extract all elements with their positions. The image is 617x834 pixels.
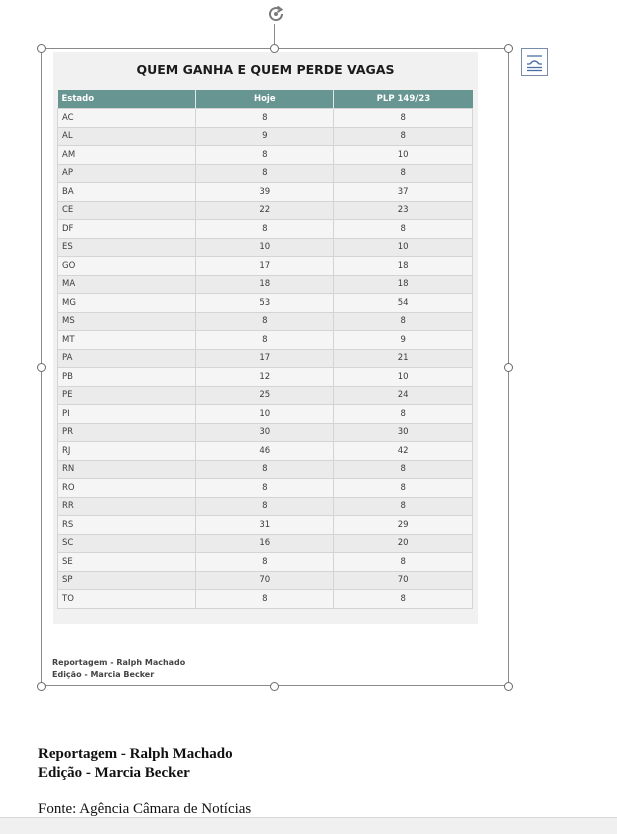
- cell-hoje: 22: [196, 201, 334, 220]
- table-row: [58, 442, 473, 461]
- cell-hoje: 8: [196, 164, 334, 183]
- cell-estado: SE: [58, 553, 196, 572]
- document-credit-editor: Edição - Marcia Becker: [38, 765, 190, 781]
- cell-hoje: 17: [196, 349, 334, 368]
- cell-plp: 8: [334, 127, 473, 146]
- cell-estado: AP: [58, 164, 196, 183]
- table-row: [58, 590, 473, 609]
- table-row: [58, 386, 473, 405]
- cell-estado: GO: [58, 257, 196, 276]
- cell-estado: PA: [58, 349, 196, 368]
- document-source: Fonte: Agência Câmara de Notícias: [38, 801, 252, 817]
- cell-estado: MA: [58, 275, 196, 294]
- cell-plp: 8: [334, 553, 473, 572]
- table-row: [58, 479, 473, 498]
- cell-plp: 70: [334, 571, 473, 590]
- cell-estado: MT: [58, 331, 196, 350]
- bottom-scroll-strip: [0, 817, 617, 834]
- cell-plp: 37: [334, 183, 473, 202]
- vagas-table: [57, 90, 473, 609]
- cell-estado: MS: [58, 312, 196, 331]
- cell-plp: 10: [334, 238, 473, 257]
- cell-plp: 9: [334, 331, 473, 350]
- cell-plp: 42: [334, 442, 473, 461]
- document-credit-reporter: Reportagem - Ralph Machado: [38, 746, 233, 762]
- cell-estado: TO: [58, 590, 196, 609]
- cell-hoje: 70: [196, 571, 334, 590]
- table-row: [58, 275, 473, 294]
- table-row: [58, 257, 473, 276]
- layout-options-icon: [522, 49, 547, 75]
- cell-estado: SP: [58, 571, 196, 590]
- cell-plp: 24: [334, 386, 473, 405]
- table-row: [58, 516, 473, 535]
- image-credit-editor: Edição - Marcia Becker: [52, 669, 155, 679]
- cell-hoje: 10: [196, 405, 334, 424]
- cell-plp: 8: [334, 479, 473, 498]
- resize-handle-bottom[interactable]: [270, 682, 279, 691]
- cell-hoje: 25: [196, 386, 334, 405]
- cell-hoje: 8: [196, 331, 334, 350]
- cell-plp: 21: [334, 349, 473, 368]
- table-row: [58, 553, 473, 572]
- cell-estado: RR: [58, 497, 196, 516]
- cell-hoje: 8: [196, 146, 334, 165]
- resize-handle-top-left[interactable]: [37, 44, 46, 53]
- cell-hoje: 10: [196, 238, 334, 257]
- cell-estado: AL: [58, 127, 196, 146]
- table-row: [58, 312, 473, 331]
- cell-hoje: 53: [196, 294, 334, 313]
- table-row: [58, 368, 473, 387]
- image-credits: [52, 657, 185, 680]
- table-row: [58, 534, 473, 553]
- table-row: [58, 349, 473, 368]
- table-row: [58, 294, 473, 313]
- cell-estado: PR: [58, 423, 196, 442]
- cell-estado: ES: [58, 238, 196, 257]
- header-hoje: Hoje: [196, 90, 334, 109]
- cell-estado: RS: [58, 516, 196, 535]
- rotate-stem: [274, 24, 275, 44]
- table-row: [58, 220, 473, 239]
- cell-hoje: 46: [196, 442, 334, 461]
- cell-estado: RJ: [58, 442, 196, 461]
- table-row: [58, 109, 473, 128]
- cell-plp: 8: [334, 164, 473, 183]
- cell-hoje: 8: [196, 497, 334, 516]
- cell-plp: 23: [334, 201, 473, 220]
- table-row: [58, 571, 473, 590]
- cell-estado: RN: [58, 460, 196, 479]
- table-body: [58, 109, 473, 609]
- table-row: [58, 497, 473, 516]
- cell-hoje: 8: [196, 553, 334, 572]
- cell-hoje: 31: [196, 516, 334, 535]
- cell-hoje: 8: [196, 460, 334, 479]
- cell-hoje: 8: [196, 479, 334, 498]
- resize-handle-right[interactable]: [504, 363, 513, 372]
- table-row: [58, 146, 473, 165]
- header-plp: PLP 149/23: [334, 90, 473, 109]
- rotate-handle-icon[interactable]: [265, 3, 287, 25]
- embedded-table-image[interactable]: [53, 52, 478, 624]
- resize-handle-bottom-right[interactable]: [504, 682, 513, 691]
- cell-plp: 8: [334, 312, 473, 331]
- table-row: [58, 201, 473, 220]
- table-row: [58, 183, 473, 202]
- cell-estado: RO: [58, 479, 196, 498]
- table-row: [58, 405, 473, 424]
- cell-plp: 29: [334, 516, 473, 535]
- cell-estado: MG: [58, 294, 196, 313]
- cell-estado: DF: [58, 220, 196, 239]
- cell-estado: CE: [58, 201, 196, 220]
- cell-hoje: 9: [196, 127, 334, 146]
- cell-plp: 18: [334, 257, 473, 276]
- header-estado: Estado: [58, 90, 196, 109]
- cell-plp: 8: [334, 460, 473, 479]
- cell-estado: BA: [58, 183, 196, 202]
- resize-handle-top[interactable]: [270, 44, 279, 53]
- cell-plp: 30: [334, 423, 473, 442]
- cell-plp: 18: [334, 275, 473, 294]
- cell-hoje: 17: [196, 257, 334, 276]
- image-title: QUEM GANHA E QUEM PERDE VAGAS: [136, 62, 395, 77]
- cell-plp: 8: [334, 220, 473, 239]
- layout-options-button[interactable]: [521, 48, 548, 76]
- image-credit-reporter: Reportagem - Ralph Machado: [52, 658, 186, 667]
- table-header-row: [58, 90, 473, 109]
- cell-plp: 8: [334, 590, 473, 609]
- cell-estado: SC: [58, 534, 196, 553]
- table-row: [58, 127, 473, 146]
- table-row: [58, 164, 473, 183]
- cell-plp: 54: [334, 294, 473, 313]
- table-row: [58, 331, 473, 350]
- table-row: [58, 460, 473, 479]
- cell-estado: AM: [58, 146, 196, 165]
- resize-handle-bottom-left[interactable]: [37, 682, 46, 691]
- table-row: [58, 238, 473, 257]
- cell-hoje: 30: [196, 423, 334, 442]
- resize-handle-left[interactable]: [37, 363, 46, 372]
- resize-handle-top-right[interactable]: [504, 44, 513, 53]
- table-row: [58, 423, 473, 442]
- cell-plp: 10: [334, 368, 473, 387]
- cell-hoje: 16: [196, 534, 334, 553]
- document-credits: [38, 745, 233, 783]
- cell-hoje: 8: [196, 109, 334, 128]
- cell-hoje: 8: [196, 590, 334, 609]
- cell-hoje: 8: [196, 220, 334, 239]
- cell-hoje: 18: [196, 275, 334, 294]
- cell-plp: 8: [334, 497, 473, 516]
- cell-plp: 20: [334, 534, 473, 553]
- cell-plp: 8: [334, 109, 473, 128]
- cell-estado: PE: [58, 386, 196, 405]
- cell-plp: 10: [334, 146, 473, 165]
- cell-hoje: 8: [196, 312, 334, 331]
- cell-estado: PI: [58, 405, 196, 424]
- cell-plp: 8: [334, 405, 473, 424]
- cell-estado: AC: [58, 109, 196, 128]
- cell-hoje: 12: [196, 368, 334, 387]
- cell-hoje: 39: [196, 183, 334, 202]
- cell-estado: PB: [58, 368, 196, 387]
